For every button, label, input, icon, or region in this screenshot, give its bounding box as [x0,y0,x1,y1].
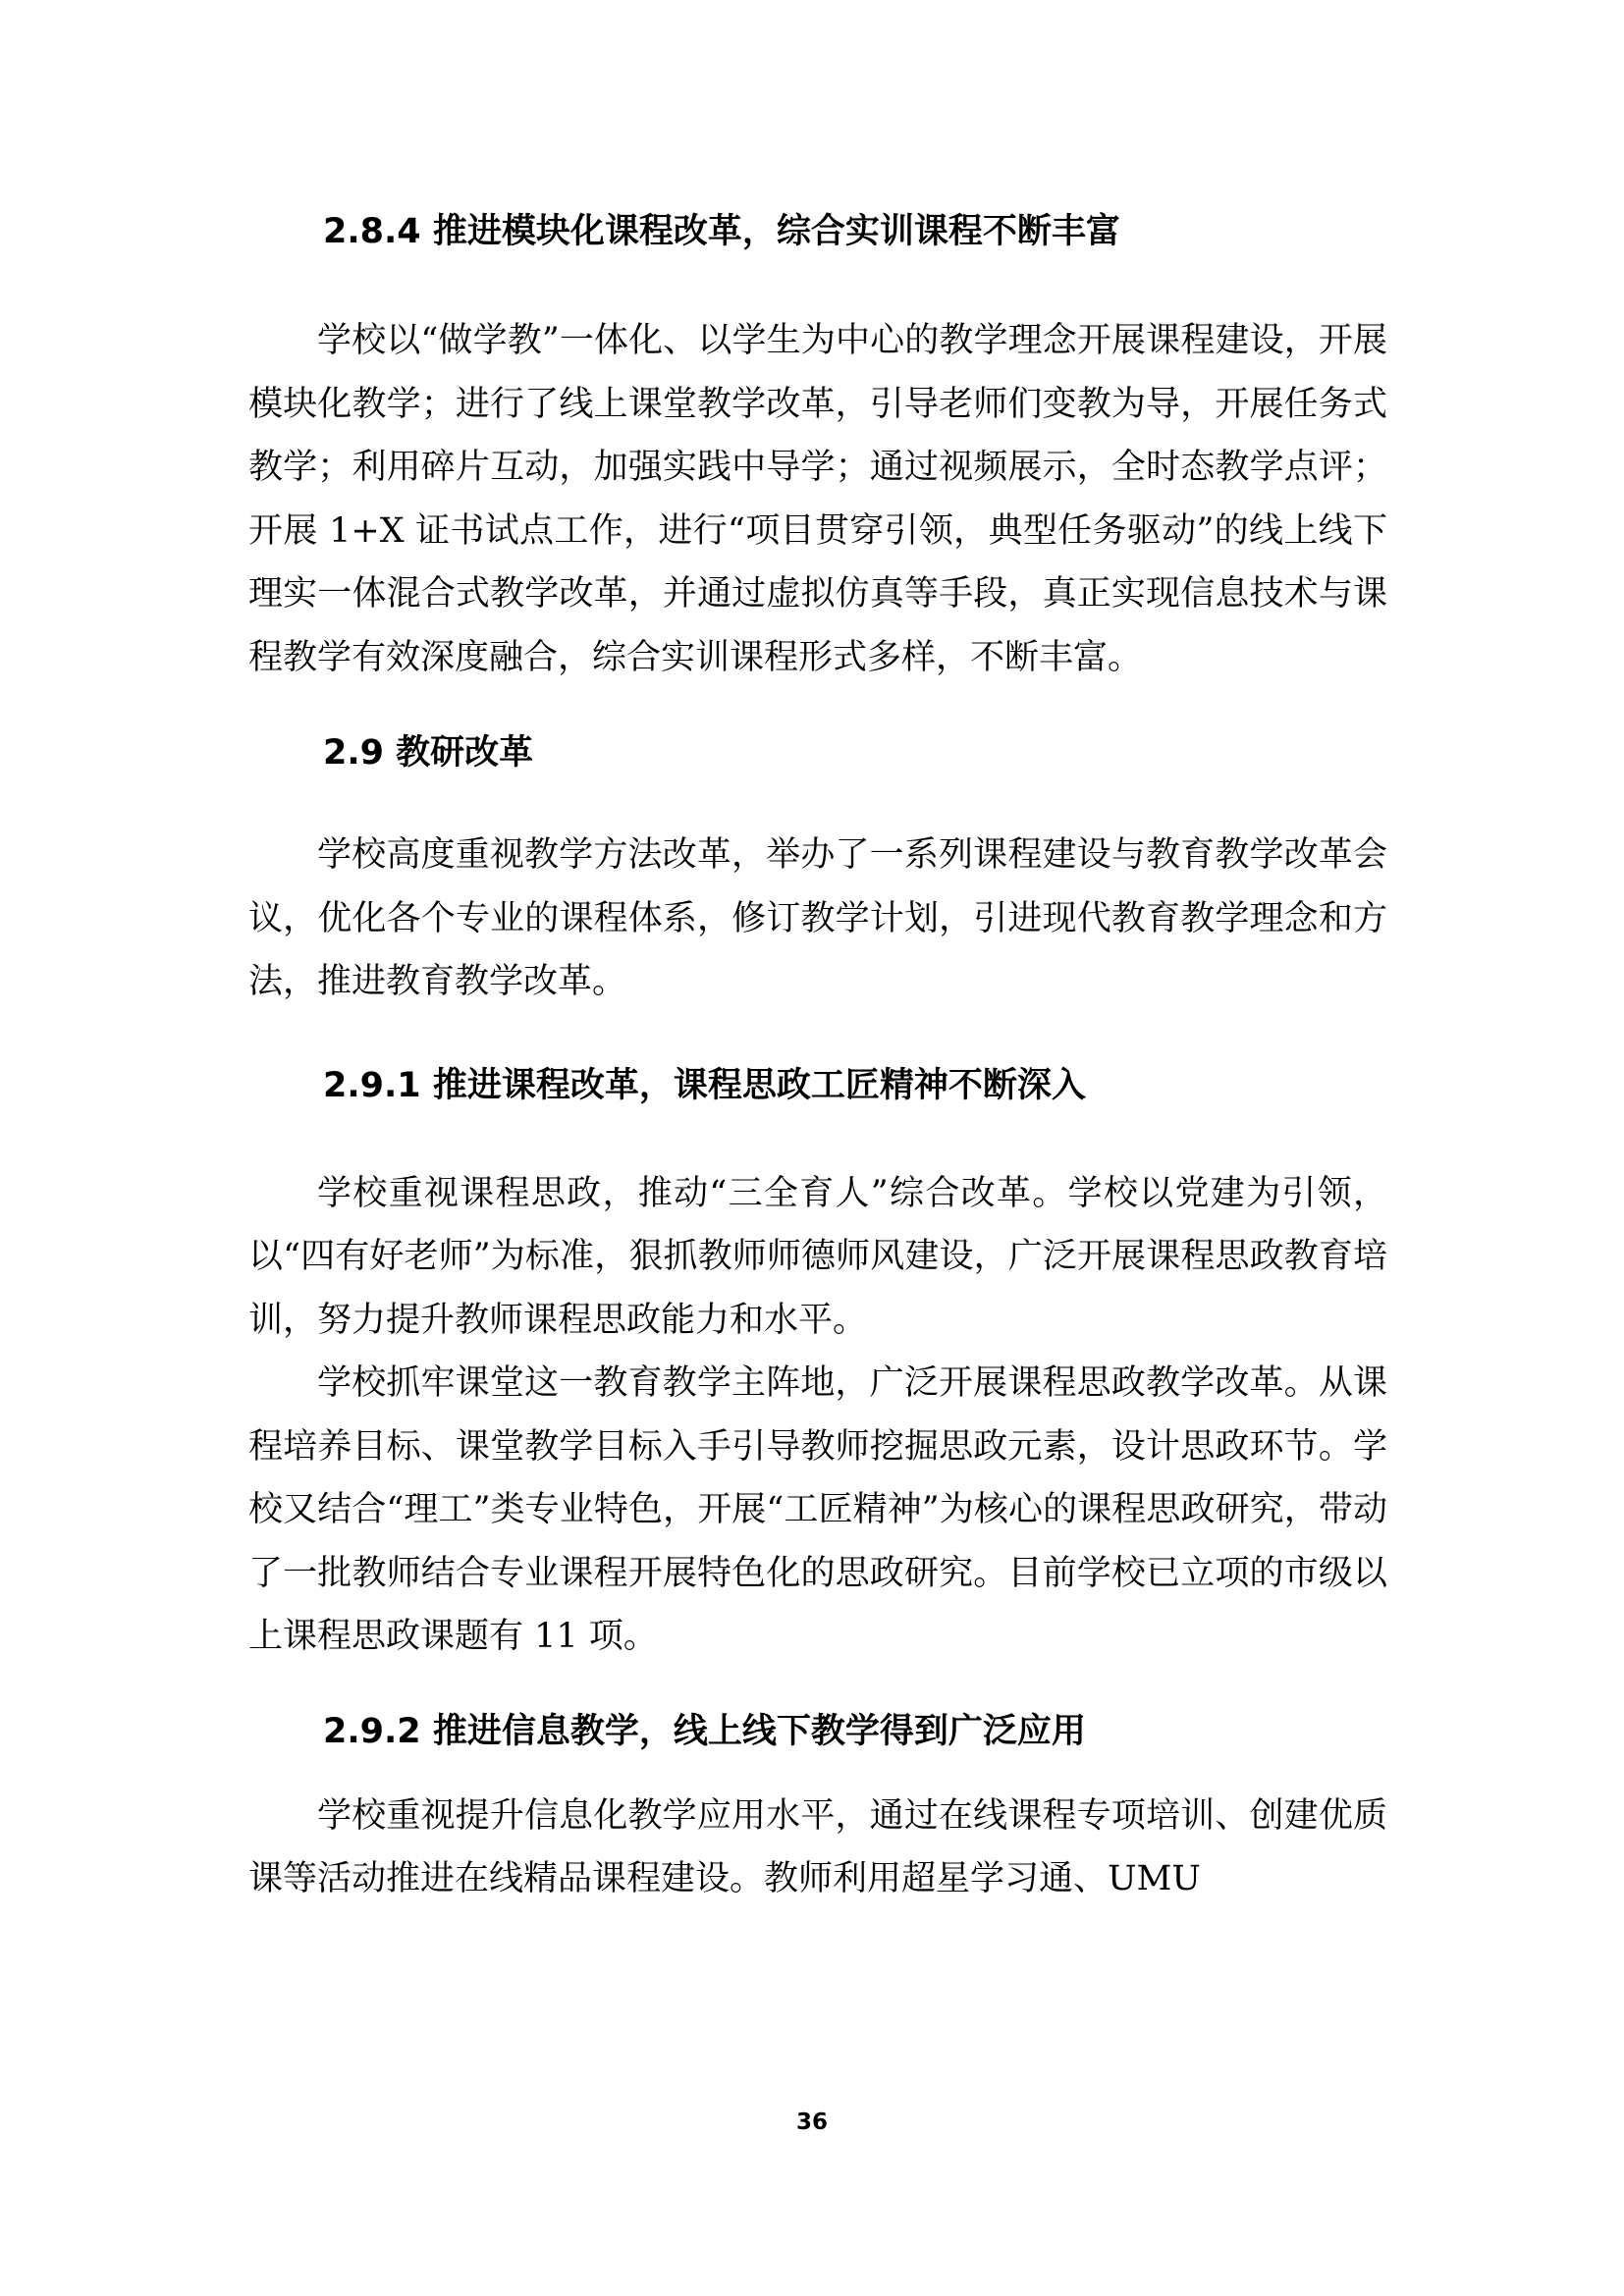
section-heading-2-9-1: 2.9.1 推进课程改革，课程思政工匠精神不断深入 [323,1065,1086,1105]
page-number: 36 [795,2109,828,2135]
paragraph-2-9: 学校高度重视教学方法改革，举办了一系列课程建设与教育教学改革会议，优化各个专业的课程体系，修订教学计划，引进现代教育教学理念和方法，推进教育教学改革。 [248,835,1387,1001]
section-heading-2-9: 2.9 教研改革 [323,733,534,773]
paragraph-2-9-2: 学校重视提升信息化教学应用水平，通过在线课程专项培训、创建优质课等活动推进在线精品课程建设。教师利用超星学习通、UMU [248,1795,1387,1898]
paragraph-2-9-1-second: 学校抓牢课堂这一教育教学主阵地，广泛开展课程思政教学改革。从课程培养目标、课堂教学目标入手引导教师挖掘思政元素，设计思政环节。学校又结合“理工”类专业特色，开展“工匠精神”为核心的课程思政研究，带动了一批教师结合专业课程开展特色化的思政研究。目前学校已立项的市级以上课程思政课题有 11 项。 [248,1363,1387,1656]
section-heading-2-8-4: 2.8.4 推进模块化课程改革，综合实训课程不断丰富 [323,212,1120,251]
paragraph-2-9-1-first: 学校重视课程思政，推动“三全育人”综合改革。学校以党建为引领，以“四有好老师”为标准，狠抓教师师德师风建设，广泛开展课程思政教育培训，努力提升教师课程思政能力和水平。 [248,1173,1387,1340]
page-content [248,204,1387,1911]
section-heading-2-9-2: 2.9.2 推进信息教学，线上线下教学得到广泛应用 [323,1711,1086,1751]
paragraph-2-8-4: 学校以“做学教”一体化、以学生为中心的教学理念开展课程建设，开展模块化教学；进行了线上课堂教学改革，引导老师们变教为导，开展任务式教学；利用碎片互动，加强实践中导学；通过视频展示，全时态教学点评；开展 1+X 证书试点工作，进行“项目贯穿引领，典型任务驱动”的线上线下理实一体混合式教学改革，并通过虚拟仿真等手段，真正实现信息技术与课程教学有效深度融合，综合实训课程形式多样，不断丰富。 [248,321,1387,677]
